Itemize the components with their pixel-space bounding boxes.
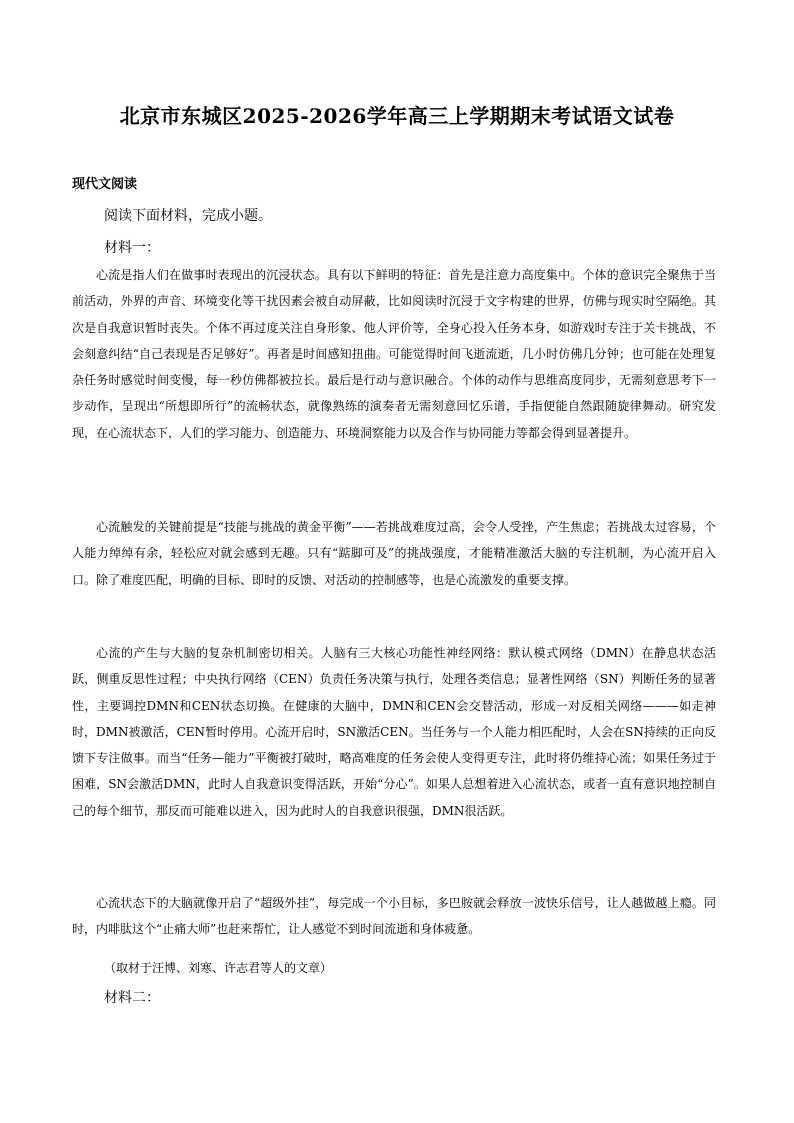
reading-instruction: 阅读下面材料，完成小题。 bbox=[104, 208, 272, 224]
source-note: （取材于汪博、刘寒、许志君等人的文章） bbox=[104, 961, 333, 975]
material-one-paragraph-1: 心流是指人们在做事时表现出的沉浸状态。具有以下鲜明的特征：首先是注意力高度集中。个体的意识完全聚焦于当前活动，外界的声音、环境变化等干扰因素会被自动屏蔽，比如阅读时沉浸于文字构建的世界，仿佛与现实时空隔绝。其次是自我意识暂时丧失。个体不再过度关注自身形象、他人评价等，全身心投入任务本身，如游戏时专注于关卡挑战，不会刻意纠结“自己表现是否足够好”。再者是时间感知扭曲。可能觉得时间飞逝流逝，几小时仿佛几分钟；也可能在处理复杂任务时感觉时间变慢，每一秒仿佛都被拉长。最后是行动与意识融合。个体的动作与思维高度同步，无需刻意思考下一步动作，呈现出“所想即所行”的流畅状态，就像熟练的演奏者无需刻意回忆乐谱，手指便能自然跟随旋律舞动。研究发现，在心流状态下，人们的学习能力、创造能力、环境洞察能力以及合作与协同能力等都会得到显著提升。 bbox=[72, 268, 716, 440]
material-one-paragraph-3: 心流的产生与大脑的复杂机制密切相关。人脑有三大核心功能性神经网络：默认模式网络（DMN）在静息状态活跃，侧重反思性过程；中央执行网络（CEN）负责任务决策与执行，处理各类信息；显著性网络（SN）判断任务的显著性，主要调控DMN和CEN状态切换。在健康的大脑中，DMN和CEN会交替活动，形成一对反相关网络———如走神时，DMN被激活，CEN暂时停用。心流开启时，SN激活CEN。当任务与一个人能力相匹配时，人会在SN持续的正向反馈下专注做事。而当“任务—能力”平衡被打破时，略高难度的任务会使人变得更专注，此时将仍维持心流；如果任务过于困难，SN会激活DMN，此时人自我意识变得活跃，开始“分心”。如果人总想着进入心流状态，或者一直有意识地控制自己的每个细节，那反而可能难以进入，因为此时人的自我意识很强，DMN很活跃。 bbox=[72, 646, 716, 818]
exam-title: 北京市东城区2025-2026学年高三上学期期末考试语文试卷 bbox=[119, 104, 675, 128]
section-heading: 现代文阅读 bbox=[72, 177, 138, 192]
material-one-label: 材料一： bbox=[104, 240, 160, 256]
material-one-paragraph-4: 心流状态下的大脑就像开启了“超级外挂”，每完成一个小目标，多巴胺就会释放一波快乐信号，让人越做越上瘾。同时，内啡肽这个“止痛大师”也赶来帮忙，让人感觉不到时间流逝和身体疲惫。 bbox=[72, 896, 716, 937]
material-one-paragraph-2: 心流触发的关键前提是“技能与挑战的黄金平衡”——若挑战难度过高，会令人受挫，产生焦虑；若挑战太过容易，个人能力绰绰有余，轻松应对就会感到无趣。只有“踮脚可及”的挑战强度，才能精准激活大脑的专注机制，为心流开启入口。除了难度匹配，明确的目标、即时的反馈、对活动的控制感等，也是心流激发的重要支撑。 bbox=[72, 520, 716, 587]
material-two-label: 材料二： bbox=[104, 990, 160, 1006]
